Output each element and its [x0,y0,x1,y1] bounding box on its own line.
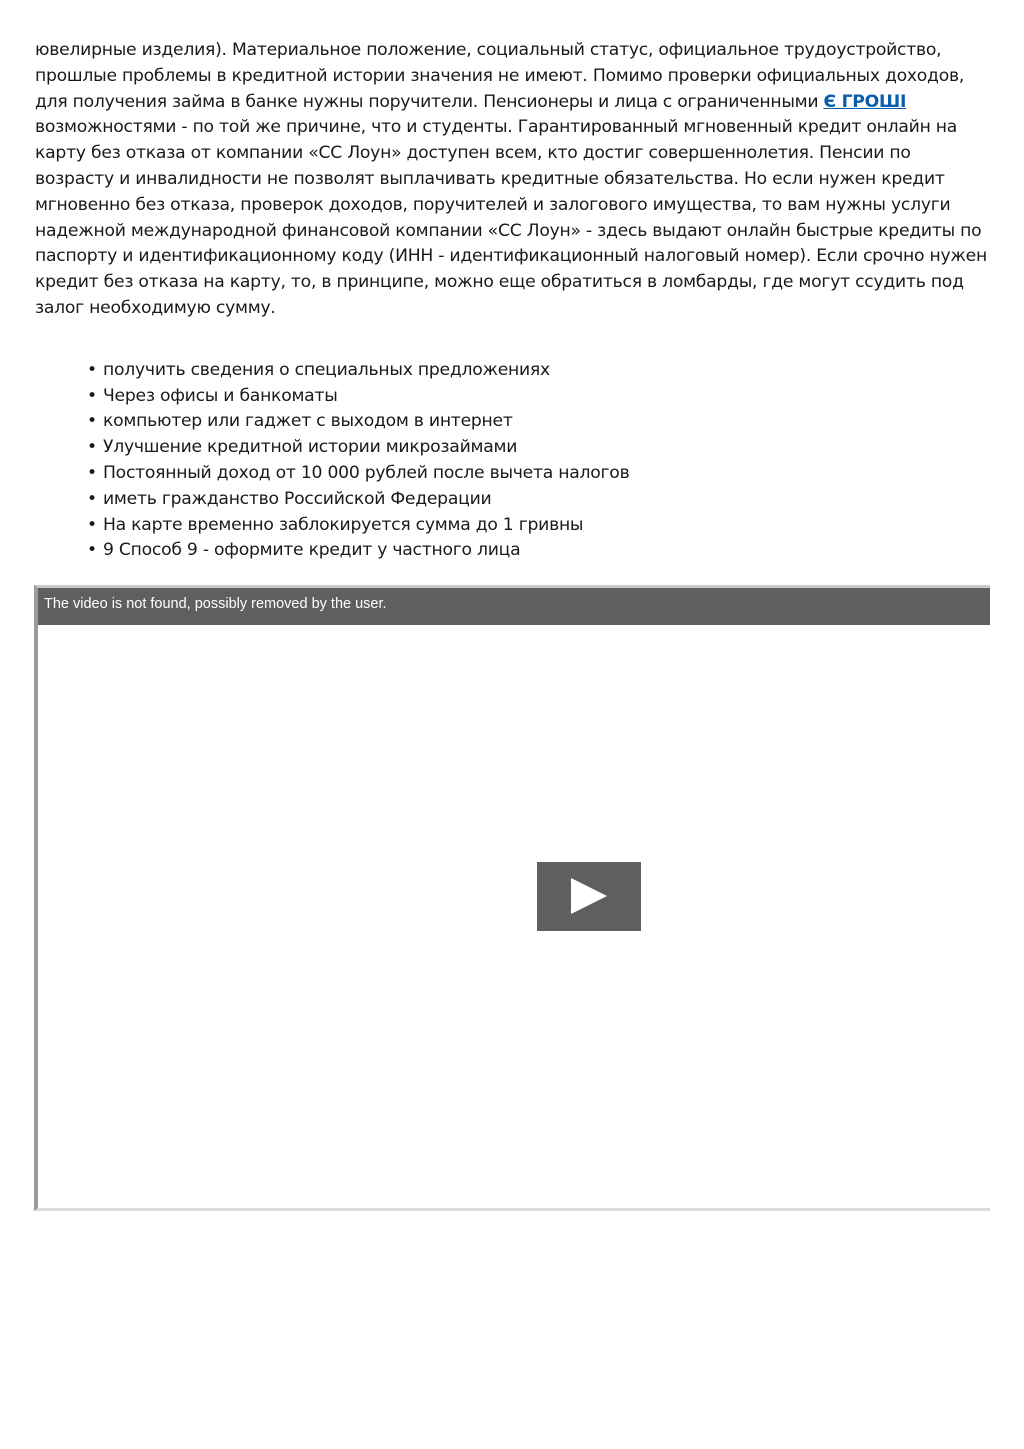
list-item [87,358,990,384]
list-item-text: иметь гражданство Российской Федерации [103,488,492,509]
bullet-icon: • [87,462,97,483]
list-item [87,461,990,487]
bullet-list [35,358,990,564]
list-item [87,538,990,564]
list-item [87,384,990,410]
list-item-text: получить сведения о специальных предложениях [103,359,550,380]
video-error-message: The video is not found, possibly removed by the user. [44,596,387,612]
play-icon [571,878,607,914]
list-item-text: компьютер или гаджет с выходом в интернет [103,411,513,432]
video-player[interactable] [34,585,990,1211]
bullet-icon: • [87,488,97,509]
video-title-bar [38,588,990,625]
bullet-icon: • [87,385,97,406]
list-item [87,513,990,539]
list-item [87,487,990,513]
list-item-text: Улучшение кредитной истории микрозаймами [103,437,518,458]
list-item-text: Постоянный доход от 10 000 рублей после вычета налогов [103,462,630,483]
egroshi-link[interactable]: Є ГРОШІ [823,91,907,112]
list-item-text: На карте временно заблокируется сумма до 1 гривны [103,514,584,535]
list-item-text: 9 Способ 9 - оформите кредит у частного лица [103,540,521,561]
list-item-text: Через офисы и банкоматы [103,385,338,406]
bullet-icon: • [87,514,97,535]
bullet-icon: • [87,437,97,458]
paragraph-text-end: возможностями - по той же причине, что и студенты. Гарантированный мгновенный кредит онлайн на карту без отказа от компании «СС Лоун» доступен всем, кто достиг совершеннолетия. Пенсии по возрасту и инвалидности не позволят выплачивать кредитные обязательства. Но если нужен кредит мгновенно без отказа, проверок доходов, поручителей и залогового имущества, то вам нужны услуги надежной международной финансовой компании «СС Лоун» - здесь выдают онлайн быстрые кредиты по паспорту и идентификационному коду (ИНН - идентификационный налоговый номер). Если срочно нужен кредит без отказа на карту, то, в принципе, можно еще обратиться в ломбарды, где могут ссудить под залог необходимую сумму. [35,117,987,318]
bullet-icon: • [87,411,97,432]
play-button[interactable] [537,862,641,931]
paragraph-text-start: ювелирные изделия). Материальное положение, социальный статус, официальное трудоустройство, прошлые проблемы в кредитной истории значения не имеют. Помимо проверки официальных доходов, для получения займа в банке нужны поручители. Пенсионеры и лица с ограниченными [35,40,965,112]
article-paragraph [35,38,990,322]
list-item [87,409,990,435]
list-item [87,435,990,461]
bullet-icon: • [87,359,97,380]
bullet-icon: • [87,540,97,561]
page-content [35,38,990,564]
